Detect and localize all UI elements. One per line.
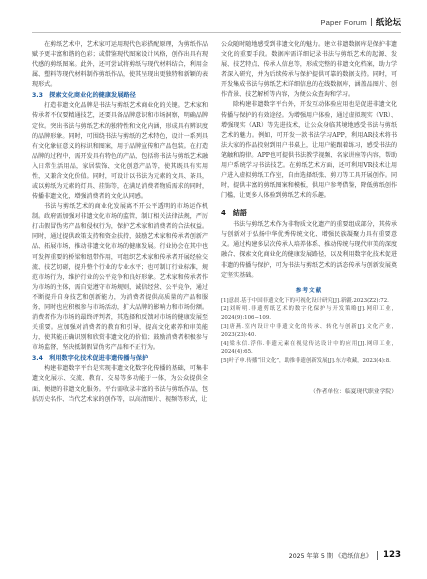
- subsection-heading-3-3: 3.3 探索文化商业化的健康发展路径: [32, 92, 136, 100]
- page-number: 123: [383, 550, 401, 560]
- right-column: [221, 40, 397, 397]
- author-affiliation: （作者单位：临夏现代职业学院）: [310, 389, 397, 396]
- section-heading-4: 4 結語: [221, 209, 247, 218]
- references-title: 参考文献: [295, 287, 323, 294]
- header-separator: [371, 18, 372, 26]
- reference-item: [4]梁永信.浮伟.非遗元素在视觉传达设计中的应用[J].网印工业，2024(4):65.: [221, 340, 397, 356]
- paragraph: 除构建非遗数字平台外，开发互动体验应用也是促进非遗文化传播与保护的有效途径。为增强用户体验，通过虚拟现实（VR）、增强现实（AR）等先进技术，让公众身临其境地感受书法与剪纸艺术的魅力。例如，可开发一款书法学习APP，利用AR技术将书法大家的作品投射到用户书桌上，让用户能跟着练习，感受书法的笔触和韵律。APP也可提供书法教学视频、名家讲座等内容，帮助用户系统学习书法技艺。在剪纸艺术方面，还可利用VR技术让用户进入虚拟剪纸工作室，自由选择纸张、剪刀等工具开展创作。同时，提供丰富的剪纸图案和模板，供用户参考借鉴，降低剪纸创作门槛，让更多人体验到剪纸艺术的乐趣。: [221, 101, 397, 200]
- subsection-heading-3-4: 3.4 利用数字化技术促进非遗传播与保护: [32, 355, 149, 363]
- footer-separator: [377, 551, 378, 560]
- reference-item: [1]意晨.基于中国非遗文化下的可视化设计研究[J].新疆.2023(Z2):72.: [221, 297, 389, 304]
- page-footer: [289, 550, 401, 560]
- paragraph: 公众随时随地感受到非遗文化的魅力。建立非遗数据库是保护非遗文化的重要手段。数据库需详细记录书法与剪纸艺术的起源、发展、技艺特点、传承人信息等，形成完整的非遗文化档案，助力学者深入研究，并为后续传承与保护提供可靠的数据支持。同时，可开发集成书法与剪纸艺术详细信息的在线数据库，涵盖品图片、创作背景、技艺解析等内容，为便公众查询和学习。: [221, 41, 397, 99]
- paragraph: 构建非遗数字平台是实现非遗文化数字化传播的基础，可集非遗文化展示、交流、教育、交易等多功能于一体，为公众提供全面、便捷的非遗文化服务。平台需收录丰富的书法与剪纸作品，包括历史名作、当代艺术家的创作等，以高清图片、视频等形式，让: [32, 365, 208, 403]
- reference-item: [3]唐燕.室内设计中非遗文化的传承、转化与创新[J].文化产业，2023(23):40.: [221, 323, 397, 339]
- reference-item: [5]叶子申.传播“旧文化”，助推非遗创新发展[J].东方收藏，2023(4):8.: [221, 357, 391, 364]
- paragraph: 打造非遗文化品牌是书法与剪纸艺术商业化的关键。艺术家和传承者不仅要精通技艺，还要具备品牌意识和市场洞察，明确品牌定位。突出书法与剪纸艺术的独特性和文化内涵，形成具有辨识度的品牌形象。同时，可围绕书法与剪纸的艺术特色，设计一系列具有文化象征意义的标识和图案，用于品牌宣传和产品包装。在打造品牌的过程中，需开发具有特色的产品，包括将书法与剪纸艺术融入日常生活用品，家居装饰、文化创意产品等，使其既具有实用性，又兼含文化价值。同时，可设计以书法为元素的文具、茶具，或以剪纸为元素的灯具、挂饰等，在满足消费者物质需求的同时，传播非遗文化，增强消费者的文化认同感。: [32, 102, 208, 201]
- header-forum-label: Paper Forum: [320, 17, 367, 27]
- header-rule: [32, 32, 401, 33]
- paragraph: 在剪纸艺术中，艺术家可运用现代色彩搭配原理，为剪纸作品赋予更丰富和谐的色彩；或借鉴现代图案设计风格，创作出具有现代感的剪纸图案。此外，还可尝试将剪纸与现代材料结合，利用金属、塑料等现代材料制作剪纸作品，使其呈现出更独特和新颖的表现形式。: [32, 41, 208, 89]
- left-column: [32, 40, 208, 405]
- header-section-title: 纸论坛: [375, 17, 401, 27]
- references-list: [221, 297, 397, 366]
- paragraph: 书法与剪纸艺术的商业化发展离不开公平透明的市场运作机制。政府需加强对非遗文化市场的监管，制订相关法律法规，严厉打击假冒伪劣产品和侵权行为，保护艺术家和消费者的合法权益。同时，通过提供政策支持和资金扶持，鼓励艺术家和传承者创新产品、拓展市场，推动非遗文化市场的健康发展。行业协会在其中也可发挥重要的桥梁和纽带作用，可组织艺术家和传承者开展经验交流、技艺切磋，提升整个行业的专业水平；也可制订行业标准，规范市场行为，维护行业的公平竞争和良好形象。艺术家和传承者作为市场的主体，需自觉遵守市场规则，诚信经营、公平竞争，通过不断提升自身技艺和创新能力，为消费者提供高质量的产品和服务，同时也应积极参与市场活动，扩大品牌的影响力和市场份额。消费者作为市场的最终评判者，其选择和反馈对市场的健康发展至关重要。应加强对消费者的教育和引导，提高文化素养和审美能力，使其能正确识别和欣赏非遗文化的价值；鼓励消费者积极参与市场监督，坚决抵制假冒伪劣产品和不正行为。: [32, 203, 208, 352]
- issue-label: 2025 年第 5 期 《造纸信息》: [288, 552, 373, 560]
- reference-item: [2]刘昕明.非遗剪纸艺术的数字化保护与开发策略[J].网印工业，2024(9):106−109.: [221, 306, 397, 321]
- page-header: [320, 15, 401, 29]
- paragraph: 书法与剪纸艺术作为非物质文化遗产的重要组成部分，其传承与创新对于弘扬中华优秀传统文化、增强民族凝聚力具有重要意义。通过构建多层次传承人培养体系、推动传统与现代审美的深度融合、探索文化商业化的健康发展路径，以及利用数字化技术促进非遗的传播与保护，可为书法与剪纸艺术的活态传承与创新发展奠定坚实基础。: [221, 221, 397, 279]
